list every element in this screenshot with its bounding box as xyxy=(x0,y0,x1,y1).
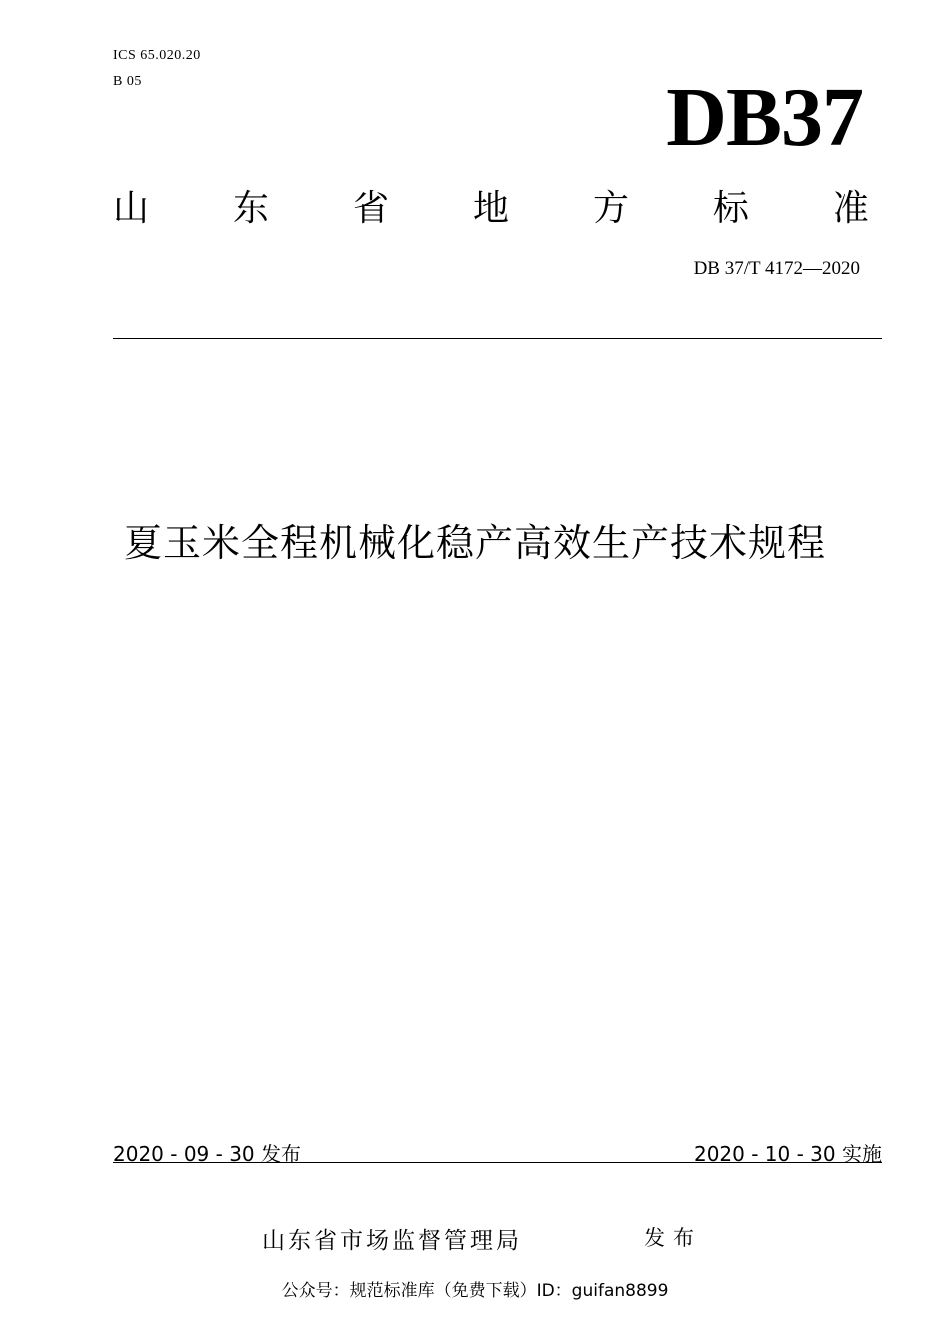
standard-type-char: 方 xyxy=(592,188,629,229)
ccs-code: B 05 xyxy=(113,74,142,89)
standard-type-char: 标 xyxy=(712,188,749,229)
standard-type-char: 准 xyxy=(832,188,869,229)
publisher-name: 山东省市场监督管理局 xyxy=(262,1228,522,1254)
issue-date: 2020 - 09 - 30 发布 xyxy=(113,1142,302,1166)
standard-type-char: 东 xyxy=(232,188,269,229)
bottom-divider xyxy=(113,1162,882,1163)
db37-logo: DB37 xyxy=(666,71,863,164)
ics-code: ICS 65.020.20 xyxy=(113,48,201,63)
standard-number: DB 37/T 4172—2020 xyxy=(693,258,860,279)
implementation-date: 2020 - 10 - 30 实施 xyxy=(693,1142,882,1166)
standard-type-char: 山 xyxy=(113,188,150,229)
standard-type-heading xyxy=(113,186,869,232)
standard-type-char: 省 xyxy=(352,188,389,229)
top-divider xyxy=(113,338,882,339)
publish-label: 发布 xyxy=(644,1226,702,1250)
footer-note: 公众号：规范标准库（免费下载）ID：guifan8899 xyxy=(281,1281,669,1301)
standard-type-char: 地 xyxy=(472,188,509,229)
document-title: 夏玉米全程机械化稳产高效生产技术规程 xyxy=(123,521,826,565)
